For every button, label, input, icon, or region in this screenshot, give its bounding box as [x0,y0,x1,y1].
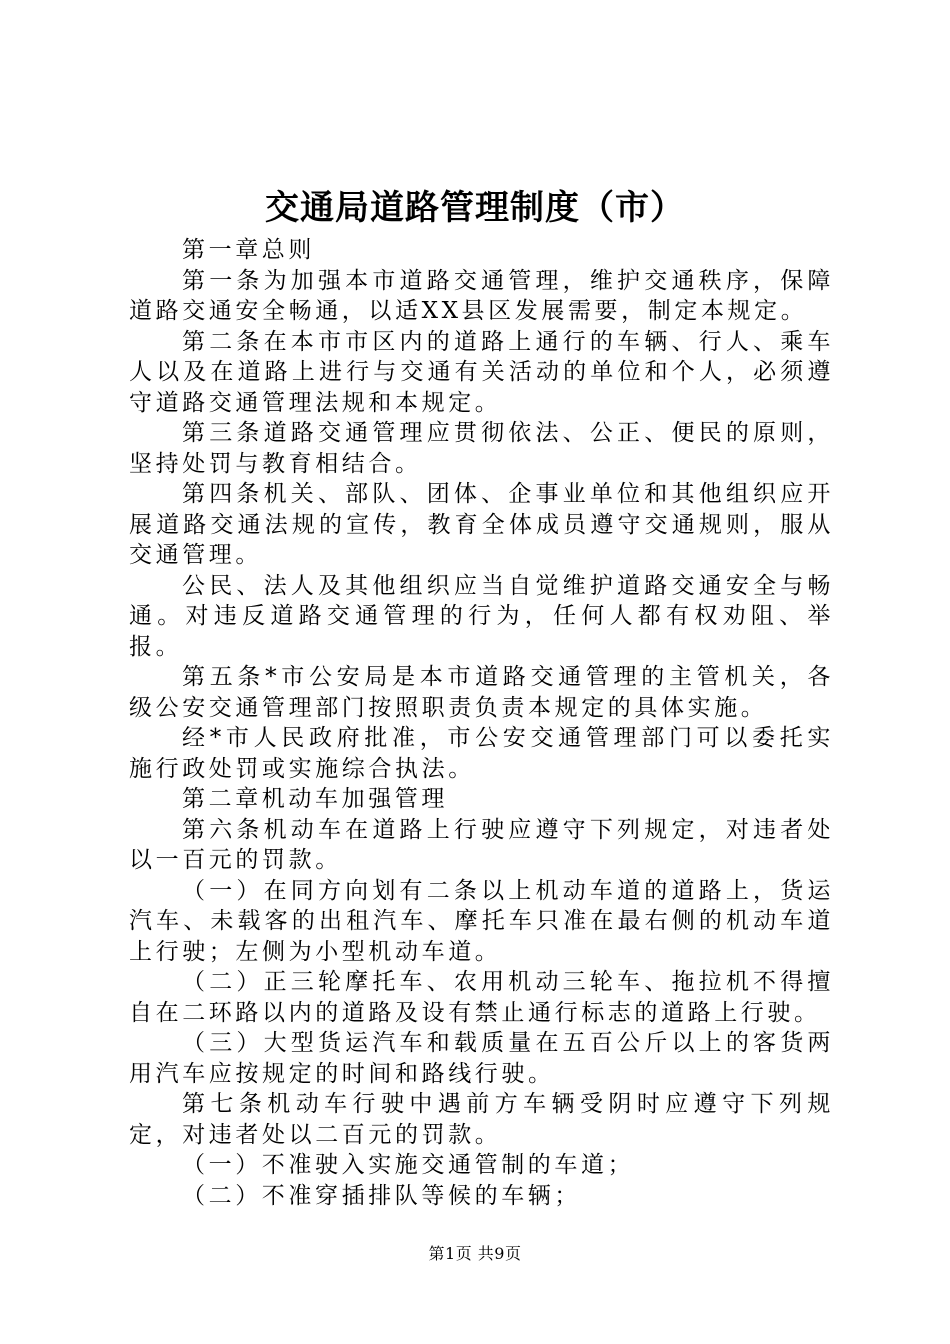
article-paragraph: 第二条在本市市区内的道路上通行的车辆、行人、乘车人以及在道路上进行与交通有关活动的单位和个人，必须遵守道路交通管理法规和本规定。 [129,328,834,416]
page-footer [0,1243,950,1265]
document-title: 交通局道路管理制度（市） [265,188,685,228]
article-item: （一）不准驶入实施交通管制的车道； [182,1152,635,1178]
article-paragraph: 经*市人民政府批准，市公安交通管理部门可以委托实施行政处罚或实施综合执法。 [129,725,834,782]
article-paragraph: 第七条机动车行驶中遇前方车辆受阴时应遵守下列规定，对违者处以二百元的罚款。 [129,1091,834,1148]
article-item: （二）不准穿插排队等候的车辆； [182,1182,581,1209]
document-body [129,235,834,1211]
article-item: （三）大型货运汽车和载质量在五百公斤以上的客货两用汽车应按规定的时间和路线行驶。 [129,1030,834,1087]
article-item: （二）正三轮摩托车、农用机动三轮车、拖拉机不得擅自在二环路以内的道路及设有禁止通行标志的道路上行驶。 [129,969,834,1026]
article-paragraph: 第三条道路交通管理应贯彻依法、公正、便民的原则，坚持处罚与教育相结合。 [129,420,834,477]
article-paragraph: 第一条为加强本市道路交通管理，维护交通秩序，保障道路交通安全畅通，以适XX县区发展需要，制定本规定。 [129,267,834,324]
chapter-heading: 第二章机动车加强管理 [182,786,448,812]
article-paragraph: 公民、法人及其他组织应当自觉维护道路交通安全与畅通。对违反道路交通管理的行为，任何人都有权劝阻、举报。 [129,572,834,660]
article-paragraph: 第五条*市公安局是本市道路交通管理的主管机关，各级公安交通管理部门按照职责负责本规定的具体实施。 [129,664,834,721]
article-paragraph: 第六条机动车在道路上行驶应遵守下列规定，对违者处以一百元的罚款。 [129,816,834,873]
article-item: （一）在同方向划有二条以上机动车道的道路上，货运汽车、未载客的出租汽车、摩托车只准在最右侧的机动车道上行驶；左侧为小型机动车道。 [129,877,834,965]
chapter-heading: 第一章总则 [182,237,315,263]
article-paragraph: 第四条机关、部队、团体、企事业单位和其他组织应开展道路交通法规的宣传，教育全体成员遵守交通规则，服从交通管理。 [129,481,834,568]
page-indicator: 第1页 共9页 [428,1244,522,1263]
